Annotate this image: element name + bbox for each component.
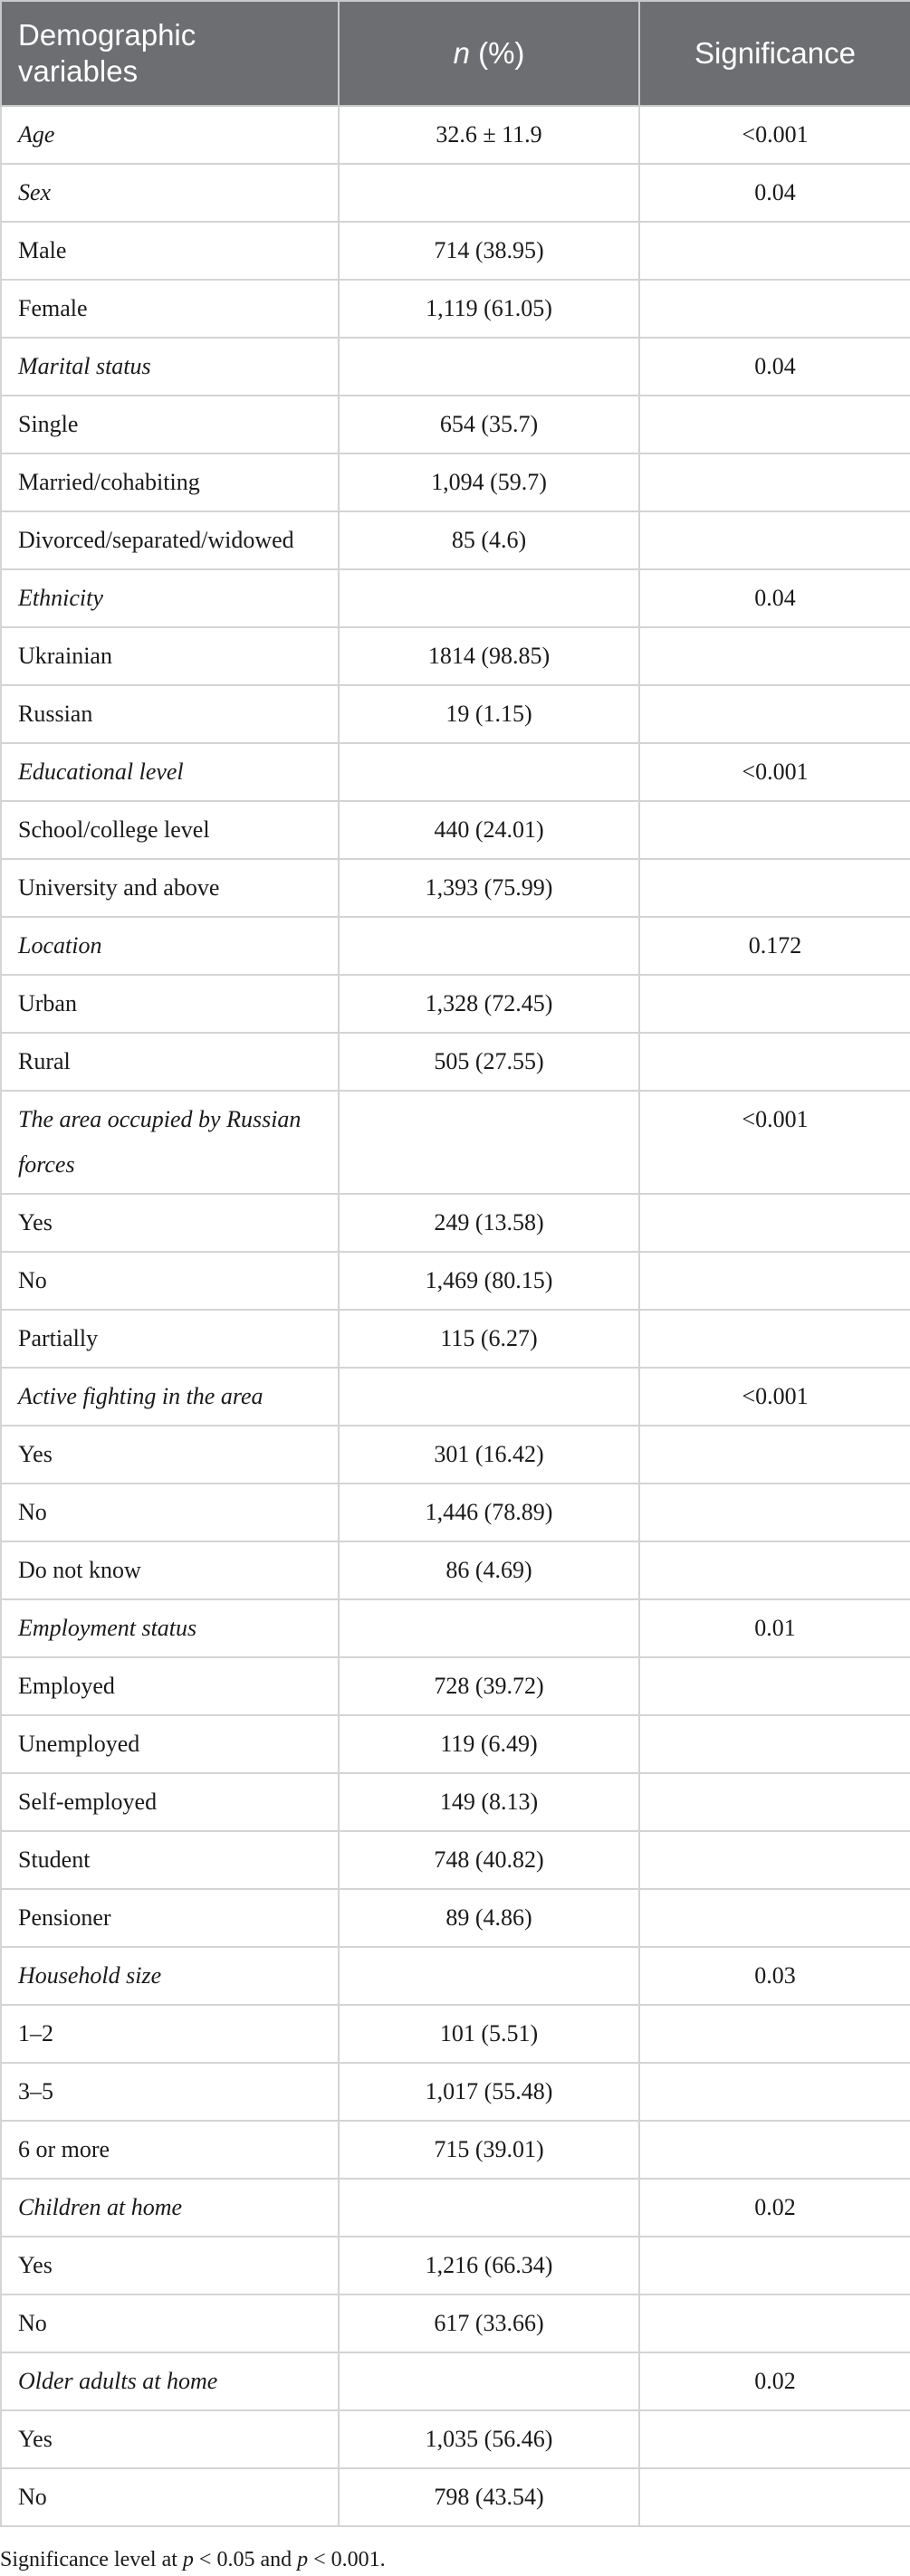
row-significance bbox=[639, 2005, 910, 2063]
row-significance bbox=[639, 1426, 910, 1484]
table-header bbox=[1, 1, 910, 106]
row-value: 301 (16.42) bbox=[339, 1426, 639, 1484]
footnote-p2: p bbox=[297, 2548, 309, 2571]
row-label: School/college level bbox=[1, 801, 339, 859]
row-value: 440 (24.01) bbox=[339, 801, 639, 859]
row-value bbox=[339, 164, 639, 222]
group-row bbox=[1, 1947, 910, 2005]
row-label: Yes bbox=[1, 1426, 339, 1484]
header-n: n bbox=[453, 36, 470, 70]
row-label: Yes bbox=[1, 2237, 339, 2295]
row-label: Marital status bbox=[1, 338, 339, 396]
table-row bbox=[1, 1252, 910, 1310]
row-significance bbox=[639, 1252, 910, 1310]
table-row bbox=[1, 975, 910, 1033]
row-value bbox=[339, 2352, 639, 2410]
row-significance bbox=[639, 511, 910, 569]
row-value bbox=[339, 1091, 639, 1194]
row-label: No bbox=[1, 1252, 339, 1310]
row-significance bbox=[639, 1484, 910, 1541]
group-row bbox=[1, 1091, 910, 1194]
row-significance: 0.04 bbox=[639, 569, 910, 627]
group-row bbox=[1, 1368, 910, 1426]
row-significance bbox=[639, 1541, 910, 1599]
row-label: Do not know bbox=[1, 1541, 339, 1599]
row-value: 748 (40.82) bbox=[339, 1831, 639, 1889]
row-significance bbox=[639, 859, 910, 917]
row-value: 85 (4.6) bbox=[339, 511, 639, 569]
row-label: Unemployed bbox=[1, 1715, 339, 1773]
row-label: Employment status bbox=[1, 1599, 339, 1657]
row-label: Location bbox=[1, 917, 339, 975]
row-significance bbox=[639, 280, 910, 338]
row-label: Pensioner bbox=[1, 1889, 339, 1947]
row-label: Male bbox=[1, 222, 339, 280]
table-row bbox=[1, 1426, 910, 1484]
row-value: 19 (1.15) bbox=[339, 685, 639, 743]
row-value: 1,469 (80.15) bbox=[339, 1252, 639, 1310]
row-value bbox=[339, 1599, 639, 1657]
table-row bbox=[1, 1033, 910, 1091]
row-value bbox=[339, 569, 639, 627]
table-row bbox=[1, 2468, 910, 2526]
row-value bbox=[339, 338, 639, 396]
row-value bbox=[339, 743, 639, 801]
row-value: 1,393 (75.99) bbox=[339, 859, 639, 917]
row-value: 249 (13.58) bbox=[339, 1194, 639, 1252]
footnote-post: < 0.001. bbox=[308, 2548, 386, 2571]
footnote-pre: Significance level at bbox=[0, 2548, 183, 2571]
row-label: No bbox=[1, 2468, 339, 2526]
row-significance bbox=[639, 685, 910, 743]
row-value bbox=[339, 917, 639, 975]
row-significance bbox=[639, 222, 910, 280]
table-row bbox=[1, 627, 910, 685]
header-row bbox=[1, 1, 910, 106]
table-row bbox=[1, 1310, 910, 1368]
row-significance bbox=[639, 627, 910, 685]
row-value: 1,094 (59.7) bbox=[339, 453, 639, 511]
row-significance: 0.01 bbox=[639, 1599, 910, 1657]
row-significance bbox=[639, 1033, 910, 1091]
group-row bbox=[1, 569, 910, 627]
table-row bbox=[1, 1773, 910, 1831]
group-row bbox=[1, 743, 910, 801]
row-significance: 0.03 bbox=[639, 1947, 910, 2005]
row-significance bbox=[639, 396, 910, 453]
row-label: Employed bbox=[1, 1657, 339, 1715]
table-row bbox=[1, 1541, 910, 1599]
row-label: Russian bbox=[1, 685, 339, 743]
row-value: 89 (4.86) bbox=[339, 1889, 639, 1947]
row-value: 1,328 (72.45) bbox=[339, 975, 639, 1033]
row-label: Sex bbox=[1, 164, 339, 222]
table-row bbox=[1, 396, 910, 453]
row-value: 1,216 (66.34) bbox=[339, 2237, 639, 2295]
row-significance bbox=[639, 1889, 910, 1947]
row-value: 1,017 (55.48) bbox=[339, 2063, 639, 2121]
row-label: 6 or more bbox=[1, 2121, 339, 2179]
row-significance: 0.04 bbox=[639, 164, 910, 222]
row-label: Household size bbox=[1, 1947, 339, 2005]
table-row bbox=[1, 2295, 910, 2352]
table-row bbox=[1, 1831, 910, 1889]
row-label: Self-employed bbox=[1, 1773, 339, 1831]
row-value: 149 (8.13) bbox=[339, 1773, 639, 1831]
table-row bbox=[1, 1889, 910, 1947]
row-value: 715 (39.01) bbox=[339, 2121, 639, 2179]
row-significance bbox=[639, 2295, 910, 2352]
row-value: 728 (39.72) bbox=[339, 1657, 639, 1715]
row-value: 1,119 (61.05) bbox=[339, 280, 639, 338]
row-value: 714 (38.95) bbox=[339, 222, 639, 280]
table-row bbox=[1, 801, 910, 859]
row-significance bbox=[639, 2121, 910, 2179]
row-significance bbox=[639, 1715, 910, 1773]
row-label: Older adults at home bbox=[1, 2352, 339, 2410]
row-value: 86 (4.69) bbox=[339, 1541, 639, 1599]
footnote-mid: < 0.05 and bbox=[193, 2548, 298, 2571]
table-body bbox=[1, 106, 910, 2526]
table-row bbox=[1, 685, 910, 743]
footnote-p1: p bbox=[182, 2548, 194, 2571]
table-row bbox=[1, 1484, 910, 1541]
row-value bbox=[339, 2179, 639, 2237]
row-value: 115 (6.27) bbox=[339, 1310, 639, 1368]
row-label: Age bbox=[1, 106, 339, 164]
table-row bbox=[1, 222, 910, 280]
row-significance: <0.001 bbox=[639, 1091, 910, 1194]
group-row bbox=[1, 917, 910, 975]
row-value bbox=[339, 1947, 639, 2005]
table-row bbox=[1, 2237, 910, 2295]
row-label: Educational level bbox=[1, 743, 339, 801]
table-row bbox=[1, 1657, 910, 1715]
row-value: 1814 (98.85) bbox=[339, 627, 639, 685]
header-demographic-variables: Demographic variables bbox=[1, 1, 339, 106]
group-row bbox=[1, 2179, 910, 2237]
row-significance bbox=[639, 2063, 910, 2121]
row-significance: 0.172 bbox=[639, 917, 910, 975]
row-label: Divorced/separated/widowed bbox=[1, 511, 339, 569]
row-value: 101 (5.51) bbox=[339, 2005, 639, 2063]
row-significance bbox=[639, 2468, 910, 2526]
group-row bbox=[1, 164, 910, 222]
table-row bbox=[1, 2410, 910, 2468]
row-label: No bbox=[1, 1484, 339, 1541]
row-label: Active fighting in the area bbox=[1, 1368, 339, 1426]
group-row bbox=[1, 2352, 910, 2410]
row-significance bbox=[639, 2237, 910, 2295]
row-significance: <0.001 bbox=[639, 106, 910, 164]
row-significance bbox=[639, 1773, 910, 1831]
row-significance: 0.02 bbox=[639, 2352, 910, 2410]
row-significance bbox=[639, 1194, 910, 1252]
group-row bbox=[1, 106, 910, 164]
table-row bbox=[1, 453, 910, 511]
row-label: Student bbox=[1, 1831, 339, 1889]
row-value: 32.6 ± 11.9 bbox=[339, 106, 639, 164]
row-label: Ethnicity bbox=[1, 569, 339, 627]
row-significance bbox=[639, 801, 910, 859]
table-row bbox=[1, 511, 910, 569]
row-label: Married/cohabiting bbox=[1, 453, 339, 511]
row-value bbox=[339, 1368, 639, 1426]
header-significance: Significance bbox=[639, 1, 910, 106]
row-value: 119 (6.49) bbox=[339, 1715, 639, 1773]
row-label: Urban bbox=[1, 975, 339, 1033]
row-label: Yes bbox=[1, 2410, 339, 2468]
row-significance bbox=[639, 1831, 910, 1889]
row-label: No bbox=[1, 2295, 339, 2352]
table-row bbox=[1, 859, 910, 917]
row-significance: 0.04 bbox=[639, 338, 910, 396]
row-significance: 0.02 bbox=[639, 2179, 910, 2237]
row-label: Rural bbox=[1, 1033, 339, 1091]
row-label: Ukrainian bbox=[1, 627, 339, 685]
row-significance bbox=[639, 1310, 910, 1368]
row-label: 3–5 bbox=[1, 2063, 339, 2121]
row-significance bbox=[639, 975, 910, 1033]
group-row bbox=[1, 1599, 910, 1657]
row-label: The area occupied by Russian forces bbox=[1, 1091, 339, 1194]
row-value: 1,035 (56.46) bbox=[339, 2410, 639, 2468]
group-row bbox=[1, 338, 910, 396]
table-row bbox=[1, 280, 910, 338]
row-significance: <0.001 bbox=[639, 743, 910, 801]
row-value: 1,446 (78.89) bbox=[339, 1484, 639, 1541]
row-significance: <0.001 bbox=[639, 1368, 910, 1426]
row-label: Partially bbox=[1, 1310, 339, 1368]
row-label: 1–2 bbox=[1, 2005, 339, 2063]
row-label: Children at home bbox=[1, 2179, 339, 2237]
table-row bbox=[1, 1715, 910, 1773]
header-percent: (%) bbox=[469, 36, 525, 70]
table-row bbox=[1, 2005, 910, 2063]
row-label: University and above bbox=[1, 859, 339, 917]
row-significance bbox=[639, 2410, 910, 2468]
header-n-percent bbox=[339, 1, 639, 106]
row-significance bbox=[639, 453, 910, 511]
table-row bbox=[1, 1194, 910, 1252]
table-row bbox=[1, 2121, 910, 2179]
row-label: Yes bbox=[1, 1194, 339, 1252]
row-significance bbox=[639, 1657, 910, 1715]
row-label: Female bbox=[1, 280, 339, 338]
row-value: 798 (43.54) bbox=[339, 2468, 639, 2526]
table-row bbox=[1, 2063, 910, 2121]
row-value: 654 (35.7) bbox=[339, 396, 639, 453]
row-value: 505 (27.55) bbox=[339, 1033, 639, 1091]
row-label: Single bbox=[1, 396, 339, 453]
row-value: 617 (33.66) bbox=[339, 2295, 639, 2352]
